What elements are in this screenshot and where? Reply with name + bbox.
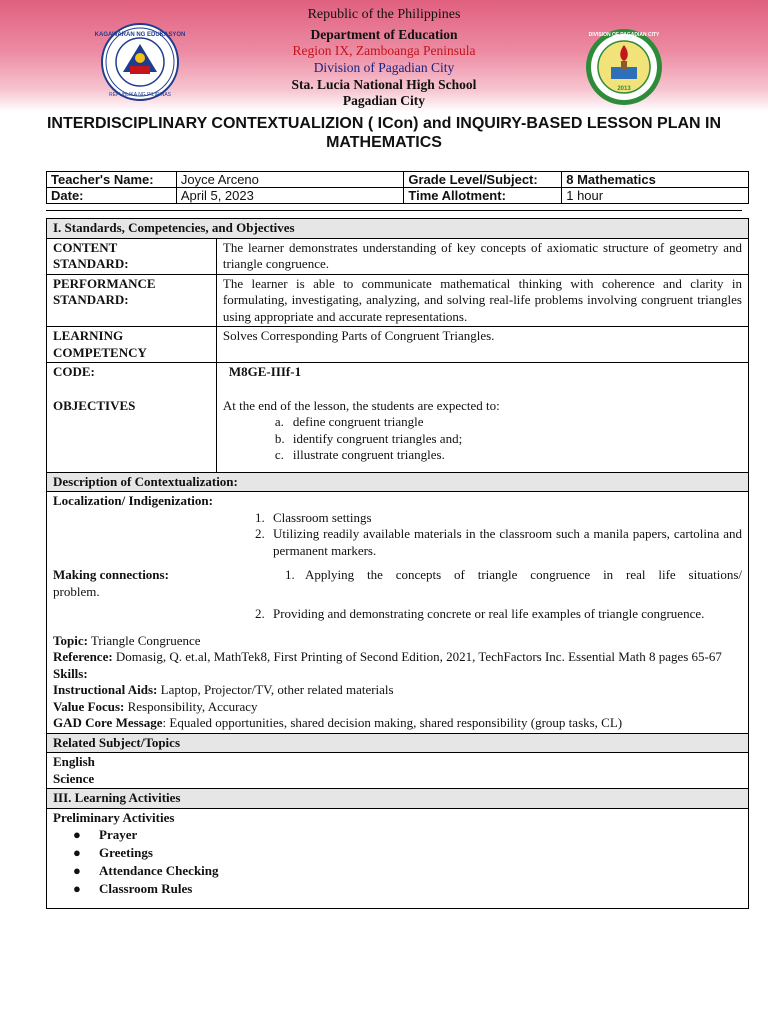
learning-activities-heading: III. Learning Activities (47, 789, 749, 809)
related-subject-item: Science (53, 770, 95, 786)
time-allotment-value: 1 hour (562, 188, 749, 204)
contextualization-row (47, 492, 749, 734)
header-city: Pagadian City (342, 93, 426, 108)
header-region: Region IX, Zamboanga Peninsula (292, 43, 476, 58)
date-value: April 5, 2023 (176, 188, 404, 204)
related-subject-item: English (53, 754, 95, 769)
connections-item-1-cont: problem. (53, 583, 100, 599)
localization-list (53, 510, 742, 560)
related-subjects-heading: Related Subject/Topics (47, 733, 749, 753)
code-objectives-content (216, 363, 748, 473)
teacher-info-table (46, 171, 749, 204)
performance-standard-row (47, 274, 749, 327)
lesson-plan-title: INTERDISCIPLINARY CONTEXTUALIZION ( ICon) and INQUIRY-BASED LESSON PLAN IN MATHEMATICS (46, 115, 722, 151)
instructional-aids-line: Instructional Aids: Laptop, Projector/TV, other related materials (53, 682, 394, 697)
localization-item: 2. Utilizing readily available materials in the classroom such a manila papers, cartolina and permanent markers. (255, 526, 742, 558)
related-subjects-row (47, 753, 749, 789)
gad-core-message-line: GAD Core Message: Equaled opportunities, shared decision making, shared responsibility (group tasks, CL) (53, 715, 623, 730)
section-standards-heading: I. Standards, Competencies, and Objectives (47, 219, 749, 239)
contextualization-body (47, 492, 749, 734)
content-standard-label-line2: STANDARD: (53, 256, 129, 271)
content-standard-row (47, 238, 749, 274)
contextualization-heading: Description of Contextualization: (47, 472, 749, 492)
lesson-plan-table (46, 218, 749, 909)
objective-item: a. define congruent triangle (274, 414, 424, 429)
seal-top-text: KAGAWARAN NG EDUKASYON (94, 32, 186, 38)
connections-item-1-num: 1. (285, 567, 295, 582)
objectives-label: OBJECTIVES (53, 397, 136, 413)
localization-item: 1. Classroom settings (255, 509, 372, 525)
code-objectives-label (47, 363, 217, 473)
activity-item: ● Classroom Rules (73, 881, 193, 896)
learning-competency-label (47, 327, 217, 363)
activity-item: ● Attendance Checking (73, 863, 219, 878)
bullet-icon: ● (73, 827, 81, 842)
grade-level-value: 8 Mathematics (562, 172, 749, 188)
connections-label: Making connections: (53, 567, 169, 582)
localization-label: Localization/ Indigenization: (53, 493, 213, 508)
seal-bottom-text: REPUBLIKA NG PILIPINAS (109, 92, 171, 98)
connections-item-2: 2. Providing and demonstrating concrete or real life examples of triangle congruence. (255, 606, 705, 621)
content-standard-text: The learner demonstrates understanding of key concepts of axiomatic structure of geometry and triangle congruence. (216, 238, 748, 274)
skills-label: Skills: (53, 665, 88, 681)
code-label: CODE: (53, 364, 95, 379)
learning-activities-body (47, 808, 749, 909)
bullet-icon: ● (73, 863, 81, 878)
learning-competency-label-line2: COMPETENCY (53, 344, 147, 360)
code-value: M8GE-IIIf-1 (228, 364, 302, 379)
divider-line (46, 210, 742, 211)
objective-item: b. identify congruent triangles and; (274, 430, 463, 446)
performance-standard-label-line2: STANDARD: (53, 292, 129, 307)
learning-competency-label-line1: LEARNING (53, 328, 124, 343)
preliminary-activities-label: Preliminary Activities (53, 809, 175, 825)
objective-item: c. illustrate congruent triangles. (274, 447, 445, 462)
objectives-intro: At the end of the lesson, the students are expected to: (222, 397, 500, 413)
content-standard-label-line1: CONTENT (53, 239, 118, 255)
objectives-list (223, 414, 742, 464)
learning-activities-row (47, 808, 749, 909)
value-focus-line: Value Focus: Responsibility, Accuracy (53, 698, 258, 714)
learning-competency-text: Solves Corresponding Parts of Congruent Triangles. (216, 327, 748, 363)
date-label: Date: (47, 188, 177, 204)
activity-item: ● Greetings (73, 845, 153, 860)
header-department: Department of Education (310, 27, 458, 42)
activity-item: ● Prayer (73, 827, 138, 842)
preliminary-activities-list (53, 826, 742, 898)
code-objectives-row (47, 363, 749, 473)
header-school: Sta. Lucia National High School (291, 77, 477, 92)
reference-line: Reference: Domasig, Q. et.al, MathTek8, First Printing of Second Edition, 2021, TechFactors Inc. Essential Math 8 pages 65-67 (53, 649, 722, 664)
header-division: Division of Pagadian City (313, 60, 455, 75)
grade-level-label: Grade Level/Subject: (404, 172, 562, 188)
header-republic: Republic of the Philippines (307, 7, 461, 22)
connections-item-1: Applying the concepts of triangle congruence in real life situations/ (305, 567, 742, 582)
performance-standard-label-line1: PERFORMANCE (53, 275, 156, 291)
performance-standard-text: The learner is able to communicate mathematical thinking with coherence and clarity in formulating, investigating, analyzing, and solving real-life problems involving congruent triangles using appropriate and accurate representations. (216, 274, 748, 327)
performance-standard-label (47, 274, 217, 327)
division-seal-year: 2013 (617, 86, 631, 92)
topic-line: Topic: Triangle Congruence (53, 632, 201, 648)
bullet-icon: ● (73, 845, 81, 860)
teacher-name-value: Joyce Arceno (176, 172, 404, 188)
division-seal-text: DIVISION OF PAGADIAN CITY (588, 32, 660, 38)
teacher-name-label: Teacher's Name: (47, 172, 177, 188)
connections-list (53, 606, 742, 623)
related-subjects-list (47, 753, 749, 789)
bullet-icon: ● (73, 881, 81, 896)
content-standard-label (47, 238, 217, 274)
time-allotment-label: Time Allotment: (404, 188, 562, 204)
connections-block (53, 567, 742, 600)
learning-competency-row (47, 327, 749, 363)
